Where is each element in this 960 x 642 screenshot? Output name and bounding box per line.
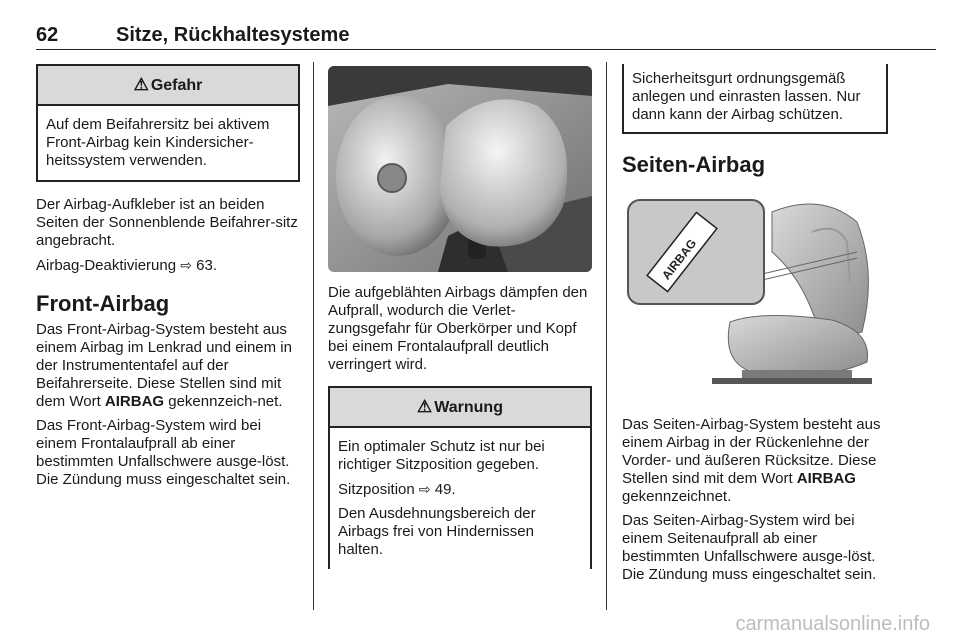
airbag-photo-illustration (328, 66, 592, 272)
seat-position-page: 49. (434, 481, 456, 498)
continuation-text: Sicherheitsgurt ordnungsgemäß anlegen und einrasten lassen. Nur dann kann der Airbag schützen. (632, 70, 861, 123)
page-number: 62 (36, 24, 59, 46)
column-divider (606, 62, 607, 610)
reference-arrow-icon: ⇨ (180, 257, 192, 273)
warning-box-body (330, 428, 590, 569)
side-airbag-description (622, 416, 888, 506)
danger-box-text: Auf dem Beifahrersitz bei aktivem Front-Airbag kein Kindersicher-heitssystem verwenden. (46, 116, 270, 169)
reference-arrow-icon: ⇨ (418, 481, 431, 497)
column-divider (313, 62, 314, 610)
sticker-paragraph: Der Airbag-Aufkleber ist an beiden Seiten der Sonnenblende Beifahrer-sitz angebracht. (36, 196, 298, 249)
side-airbag-description-text: Das Seiten-Airbag-System besteht aus einem Airbag in der Rückenlehne der Vorder- und äußeren Rücksitze. Diese Stellen sind mit dem Wort (622, 416, 881, 487)
danger-box-header (38, 66, 298, 106)
front-airbag-deployment: Das Front-Airbag-System wird bei einem Frontalaufprall ab einer bestimmten Unfallschwere ausge-löst. Die Zündung muss eingeschaltet sein. (36, 417, 291, 488)
warning-box (328, 386, 592, 569)
watermark: carmanualsonline.info (735, 613, 930, 635)
warning-box-continuation (622, 64, 888, 134)
column-1 (36, 64, 300, 495)
warning-triangle-icon: ⚠ (133, 75, 149, 94)
side-airbag-description-end: gekennzeichnet. (622, 488, 732, 505)
airbag-keyword: AIRBAG (796, 470, 856, 487)
danger-box (36, 64, 300, 182)
warning-text-1: Ein optimaler Schutz ist nur bei richtiger Sitzposition gegeben. (338, 438, 545, 473)
front-airbag-description-text: Das Front-Airbag-System besteht aus einem Airbag im Lenkrad und einem in der Instrumententafel auf der Beifahrerseite. Diese Stellen sind mit dem Wort (36, 321, 292, 410)
warning-box-title: Warnung (434, 399, 503, 416)
section-title: Sitze, Rückhaltesysteme (116, 24, 350, 46)
column-3 (622, 64, 888, 590)
danger-box-body (38, 106, 298, 180)
seat-position-reference (338, 480, 582, 499)
warning-text-3: Den Ausdehnungsbereich der Airbags frei von Hindernissen halten. (338, 505, 536, 558)
front-airbag-description (36, 321, 300, 411)
front-airbag-description-end: gekennzeich-net. (164, 393, 283, 410)
seat-position-text: Sitzposition (338, 481, 415, 498)
side-airbag-heading: Seiten-Airbag (622, 152, 766, 177)
seat-airbag-label-illustration (622, 192, 888, 402)
deactivation-reference-page: 63. (196, 257, 218, 274)
danger-box-title: Gefahr (150, 77, 203, 94)
seat-illustration (622, 192, 888, 402)
airbag-label: AIRBAG (659, 236, 700, 283)
front-airbag-heading: Front-Airbag (36, 291, 170, 316)
inflated-front-airbags-photo (328, 66, 592, 272)
deactivation-reference (36, 256, 300, 275)
column-2 (328, 66, 592, 569)
side-airbag-deployment: Das Seiten-Airbag-System wird bei einem Seitenaufprall ab einer bestimmten Unfallschwere ausge-löst. Die Zündung muss eingeschaltet sein. (622, 512, 877, 583)
image-caption: Die aufgeblähten Airbags dämpfen den Aufprall, wodurch die Verlet-zungsgefahr für Oberkörper und Kopf bei einem Frontalaufprall deutlich verringert wird. (328, 284, 588, 373)
airbag-keyword: AIRBAG (104, 393, 165, 410)
header-rule (36, 49, 936, 50)
warning-box-header (330, 388, 590, 428)
warning-triangle-icon: ⚠ (417, 397, 433, 416)
deactivation-reference-text: Airbag-Deaktivierung (36, 257, 177, 274)
